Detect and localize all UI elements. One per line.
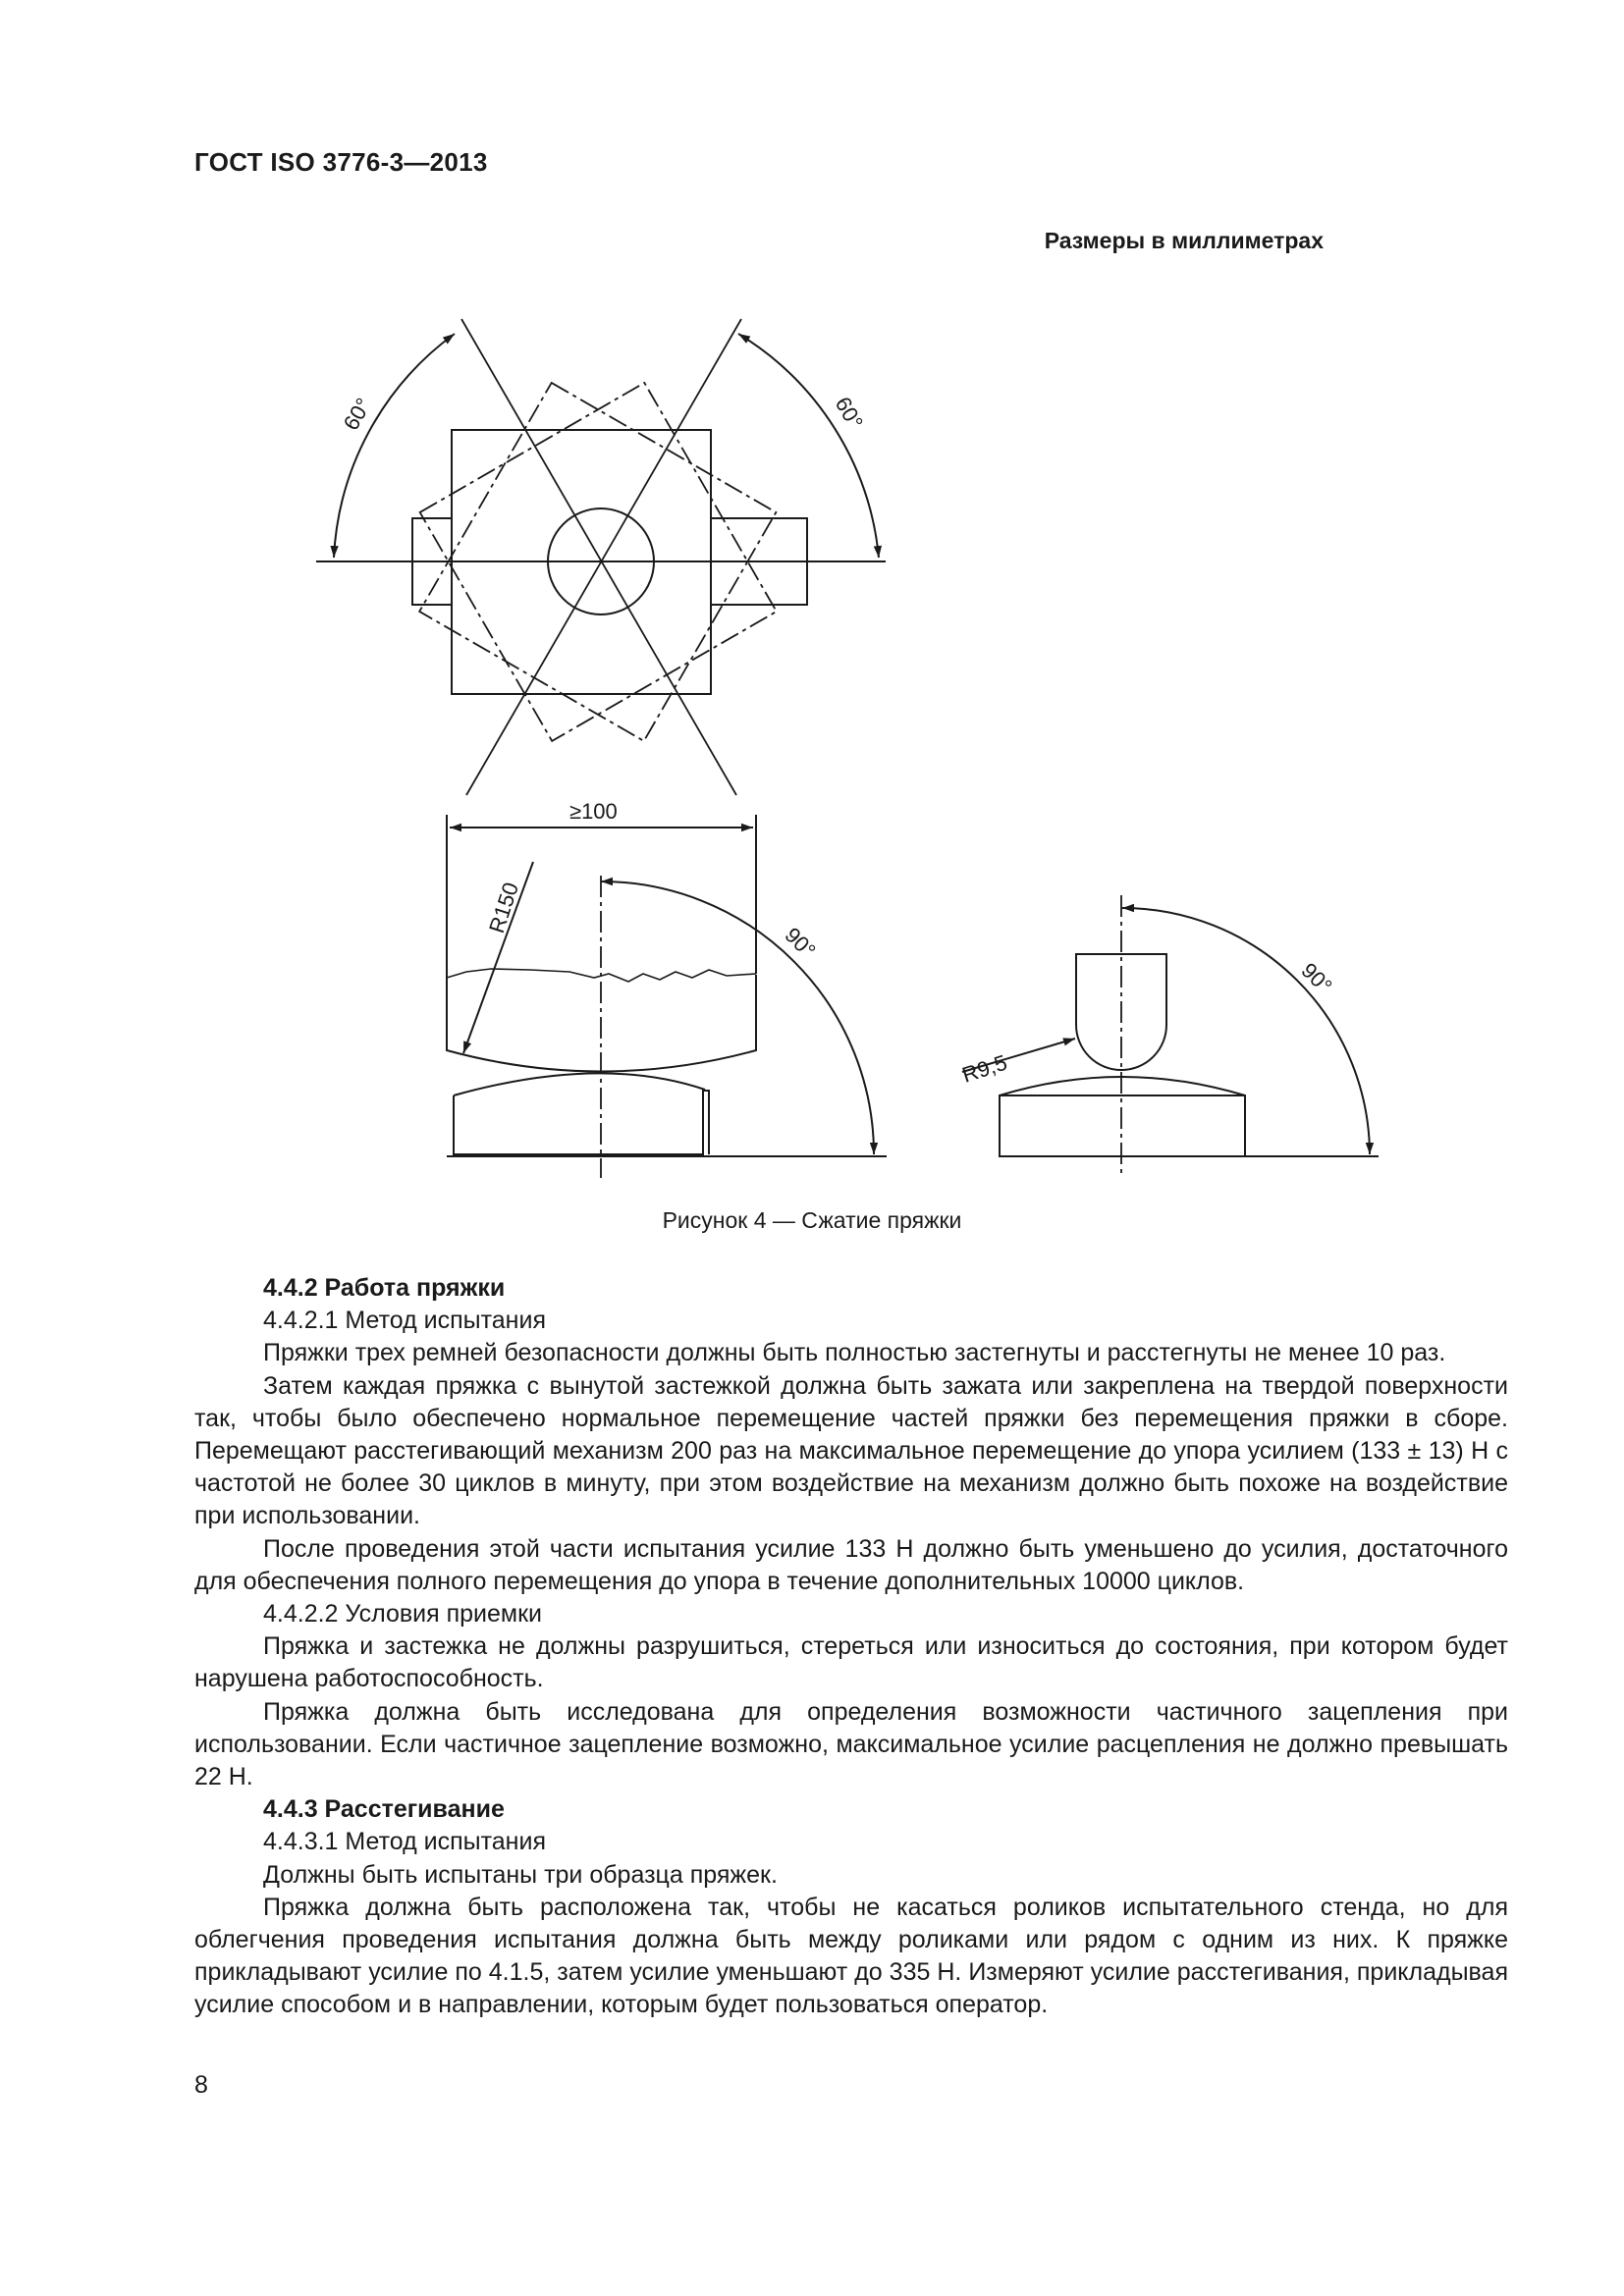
buckle-base <box>454 1091 709 1154</box>
side-view-small <box>962 895 1379 1178</box>
paragraph: Пряжка должна быть расположена так, чтобы не касаться роликов испытательного стенда, но для облегчения проведения испытания должна быть между роликами или рядом с одним из них. К пряжке прикладывают усилие по 4.1.5, затем усилие уменьшают до 335 Н. Измеряют усилие расстегивания, прикладывая усилие способом и в направлении, которым будет пользоваться оператор. <box>194 1893 1508 2019</box>
radius-large-label: R150 <box>483 879 524 936</box>
side-view-large <box>447 815 887 1178</box>
section-4-4-3-title: 4.4.3 Расстегивание <box>263 1795 505 1824</box>
small-buckle-base <box>1000 1095 1245 1156</box>
section-4-4-3-1-title: 4.4.3.1 Метод испытания <box>263 1828 546 1856</box>
paragraph: Пряжка должна быть исследована для определения возможности частичного зацепления при использовании. Если частичное зацепление возможно, максимальное усилие расцепления не должно превышать 22 Н. <box>194 1697 1508 1791</box>
angle-arc-right <box>738 334 879 558</box>
width-min-label: ≥100 <box>569 799 618 824</box>
top-view-axis-right-60 <box>466 319 741 795</box>
angle-arc-left <box>334 334 455 558</box>
body-text <box>194 1272 1508 2022</box>
small-buckle-crown <box>1000 1077 1245 1095</box>
radius-small-label: R9,5 <box>958 1049 1010 1088</box>
section-4-4-2-2-title: 4.4.2.2 Условия приемки <box>263 1600 543 1629</box>
paragraph: Пряжки трех ремней безопасности должны быть полностью застегнуты и расстегнуты не менее 10 раз. <box>263 1339 1446 1367</box>
angle-small-label: 90° <box>1296 957 1337 999</box>
top-view <box>316 319 886 795</box>
angle-mid-label: 90° <box>780 922 821 964</box>
top-view-axis-left-60 <box>461 319 736 795</box>
angle-arc-mid <box>601 881 874 1154</box>
section-4-4-2-1-title: 4.4.2.1 Метод испытания <box>263 1307 546 1335</box>
buckle-crown <box>454 1073 705 1095</box>
angle-label-right: 60° <box>830 393 868 434</box>
paragraph: Затем каждая пряжка с вынутой застежкой должна быть зажата или закреплена на твердой поверхности так, чтобы было обеспечено нормальное перемещение частей пряжки без перемещения пряжки в сборе. Перемещают расстегивающий механизм 200 раз на максимальное перемещение до упора усилием (133 ± 13) Н с частотой не более 30 циклов в минуту, при этом воздействие на механизм должно быть похоже на воздействие при использовании. <box>194 1371 1508 1530</box>
angle-label-left: 60° <box>338 394 376 435</box>
standard-code-header: ГОСТ ISO 3776-3—2013 <box>194 147 488 177</box>
figure-caption: Рисунок 4 — Сжатие пряжки <box>662 1207 962 1233</box>
paragraph: Должны быть испытаны три образца пряжек. <box>263 1860 778 1889</box>
section-4-4-2-title: 4.4.2 Работа пряжки <box>263 1274 506 1302</box>
paragraph: Пряжка и застежка не должны разрушиться, стереться или износиться до состояния, при котором будет нарушена работоспособность. <box>194 1632 1508 1693</box>
units-note: Размеры в миллиметрах <box>1044 228 1324 253</box>
paragraph: После проведения этой части испытания усилие 133 Н должно быть уменьшено до усилия, достаточного для обеспечения полного перемещения до упора в течение дополнительных 10000 циклов. <box>194 1534 1508 1595</box>
page-number: 8 <box>194 2071 208 2099</box>
